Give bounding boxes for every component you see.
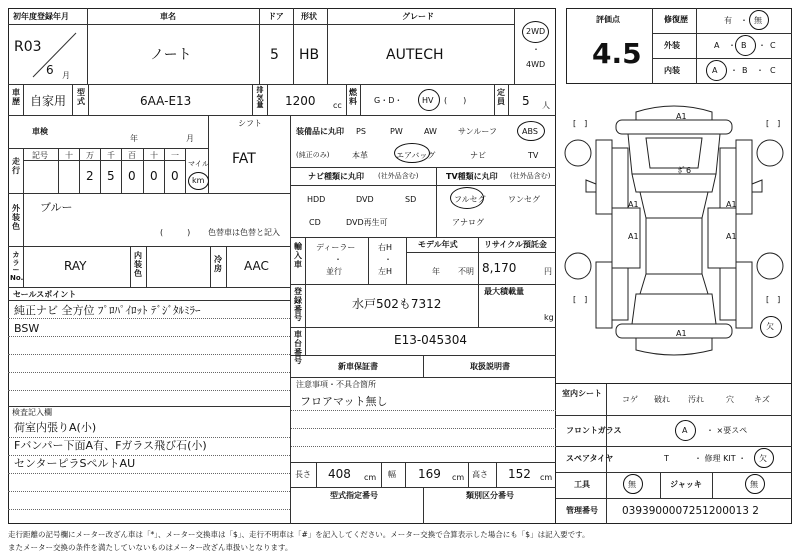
sales-points-label: セールスポイント (13, 290, 77, 299)
equipment-label: 装備品に丸印 (296, 127, 344, 136)
color-code: RAY (64, 259, 87, 273)
navi-label: ナビ種類に丸印 (308, 172, 364, 181)
damage-code: A1 (726, 232, 737, 241)
car-name: ノート (150, 47, 192, 63)
shift-label: シフト (238, 119, 262, 128)
damage-code: A1 (676, 329, 687, 338)
length-value: 408 (328, 467, 351, 481)
usage-label: 車歴 (12, 88, 20, 106)
model-year-label: モデル年式 (418, 240, 458, 249)
first-reg-era: R03 (14, 39, 42, 55)
registration-label: 登録番号 (294, 287, 302, 323)
exterior-grade: B (741, 41, 747, 50)
shape: HB (299, 47, 320, 63)
mileage-digit: 2 (86, 169, 94, 183)
car-damage-diagram (556, 88, 792, 384)
score-label: 評価点 (596, 15, 620, 24)
inspector-line: センターピラSペルトAU (14, 457, 136, 470)
damage-code: A1 (628, 200, 639, 209)
grade: AUTECH (386, 47, 444, 63)
sales-line: BSW (14, 322, 40, 335)
model-label: 型式 (77, 88, 85, 106)
width-value: 169 (418, 467, 441, 481)
windshield-grade: A (682, 426, 688, 435)
warranty: 新車保証書 (338, 362, 378, 371)
mileage-label: 走行 (12, 157, 20, 175)
drive-2wd: 2WD (526, 27, 546, 36)
interior-sheet-label: 室内シート (562, 389, 602, 398)
inspector-label: 検査記入欄 (12, 408, 52, 417)
tools-none: 無 (628, 480, 636, 489)
interior-grade: A (712, 66, 718, 75)
displacement: 1200 (285, 94, 316, 108)
inspection-label: 車検 (32, 127, 48, 136)
notes-text: フロアマット無し (300, 395, 388, 408)
sales-line: 純正ナビ 全方位 ﾌﾟﾛﾊﾟｲﾛｯﾄ ﾃﾞｼﾞﾀﾙﾐﾗｰ (14, 304, 201, 317)
fuel-selected: HV (422, 96, 434, 105)
missing-mark: 欠 (766, 322, 774, 331)
car-name-label: 車名 (160, 12, 176, 21)
equip-abs: ABS (522, 127, 538, 136)
manual: 取扱説明書 (470, 362, 510, 371)
model: 6AA-E13 (140, 94, 192, 108)
displacement-label: 排気量 (256, 86, 264, 110)
color-value: ブルー (40, 201, 73, 214)
color-label: 外装色 (12, 204, 20, 231)
damage-code: A1 (676, 112, 687, 121)
import-label: 輸入車 (294, 242, 302, 269)
fuel-label: 燃料 (349, 88, 357, 106)
type-designation-label: 型式指定番号 (330, 491, 378, 500)
damage-code: A1 (726, 200, 737, 209)
tv-fullseg: フルセグ (454, 195, 486, 204)
recycle-label: リサイクル預託金 (484, 240, 547, 249)
jack-label: ジャッキ (670, 480, 702, 489)
footer-note: またメーター交換の条件を満たしていないものはメーター改ざん車扱いとなります。 (8, 543, 293, 552)
recycle-value: 8,170 (482, 261, 517, 275)
footer-note: 走行距離の記号欄にメーター改ざん車は「*」、メーター交換車は「$」、走行不明車は「#」を記入してください。メーター交換で合算表示した場合にも「$」は記入要です。 (8, 530, 590, 539)
door-label: ドア (268, 12, 284, 21)
mileage-digit: 0 (128, 169, 136, 183)
grade-score: 4.5 (592, 37, 642, 70)
tools-label: 工具 (574, 480, 590, 489)
notes-label: 注意事項・不具合箇所 (296, 380, 376, 389)
capacity: 5 (522, 94, 530, 108)
interior-color-label: 内装色 (134, 251, 142, 278)
color-code-label: カラーNo. (10, 251, 24, 283)
shift: FAT (232, 151, 256, 167)
grade-label: グレード (402, 12, 434, 21)
repair-none: 無 (754, 16, 762, 25)
category-label: 類別区分番号 (466, 491, 514, 500)
damage-code: ﾎﾞ6 (678, 166, 692, 175)
height-value: 152 (508, 467, 531, 481)
damage-code: A1 (628, 232, 639, 241)
spare-tire-label: スペアタイヤ (566, 454, 614, 463)
mileage-unit-km: km (192, 176, 205, 185)
doors: 5 (270, 47, 279, 63)
mgmt-number: 0393900007251200013 2 (622, 505, 759, 517)
jack-none: 無 (750, 480, 758, 489)
chassis-label: 車台番号 (294, 330, 302, 366)
mileage-digit: 5 (107, 169, 115, 183)
fuel-options: G・D・ (374, 96, 403, 105)
usage: 自家用 (30, 94, 67, 108)
ac-value: AAC (244, 259, 269, 273)
inspector-line: 荷室内張りA(小) (14, 421, 97, 434)
first-reg-month: 6 (46, 63, 54, 77)
chassis-number: E13-045304 (394, 333, 467, 347)
windshield-label: フロントガラス (566, 426, 622, 435)
mgmt-number-label: 管理番号 (566, 506, 598, 515)
drive-4wd: 4WD (526, 60, 546, 69)
shape-label: 形状 (301, 12, 317, 21)
first-reg-label: 初年度登録年月 (13, 12, 69, 21)
ac-label: 冷房 (214, 255, 222, 273)
inspector-line: Fバンパー下面A有、Fガラス飛び石(小) (14, 439, 207, 452)
plate-number: 水戸502も7312 (352, 297, 442, 311)
tv-label: TV種類に丸印 (446, 172, 498, 181)
capacity-label: 定員 (497, 88, 505, 106)
equip-airbag: エアバッグ (396, 151, 436, 160)
max-load-label: 最大積載量 (484, 287, 524, 296)
mileage-digit: 0 (150, 169, 158, 183)
mileage-digit: 0 (171, 169, 179, 183)
spare-missing: 欠 (759, 454, 767, 463)
